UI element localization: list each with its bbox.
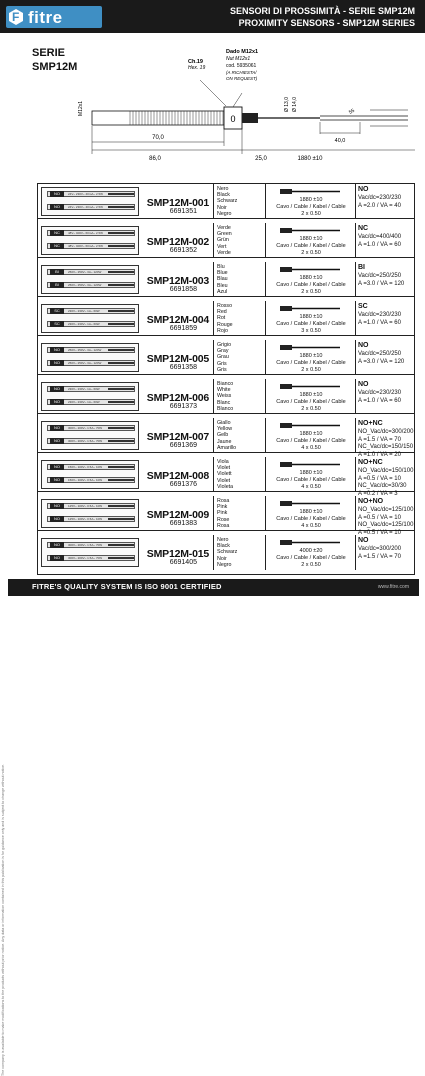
website-link[interactable]: www.fitre.com xyxy=(377,584,409,590)
cable-length: 1880 ±10 xyxy=(299,197,323,203)
cable-section: 2 x 0.50 xyxy=(301,250,321,256)
sensor-rating-label: 300V~ 200V~ 1.5A~ 70W xyxy=(68,556,103,560)
contact-badge: SC xyxy=(50,308,64,314)
cable-length: 1880 ±10 xyxy=(299,275,323,281)
model-name: SMP12M-015 xyxy=(146,548,209,560)
spec-cell xyxy=(356,418,414,458)
cable-section: 2 x 0.50 xyxy=(301,406,321,412)
cable-icon xyxy=(280,187,340,196)
mini-cable-icon xyxy=(108,466,134,468)
contact-badge: NO xyxy=(50,425,64,431)
header-title-it: SENSORI DI PROSSIMITÀ - SERIE SMP12M xyxy=(229,6,415,16)
cable-cell xyxy=(266,184,356,219)
model-cell xyxy=(38,457,214,492)
electrical-spec: Vac/dc=230/230 A =1.0 / VA = 60 xyxy=(358,312,402,326)
cable-length: 1880 ±10 xyxy=(299,431,323,437)
footer-bar xyxy=(8,579,419,596)
cable-icon xyxy=(280,265,340,274)
contact-badge: NO xyxy=(50,438,64,444)
model-cell xyxy=(38,223,214,258)
side-disclaimer-text: The company is available to make modifications to the products without prior notice. Any data or information contained in this publication is for guidance only and is subject to change without notice. xyxy=(1,763,5,1076)
sensor-rating-label: 300V~ 200V~ 1.5A~ 70W xyxy=(68,439,103,443)
contact-type: NC xyxy=(358,225,369,232)
wire-colors: Nero Black Schwarz Noir Negro xyxy=(217,537,238,568)
wire-colors-cell xyxy=(214,184,266,219)
nut-en: Nut M12x1 xyxy=(226,56,251,62)
electrical-spec: Vac/dc=250/250 A =3.0 / VA = 120 xyxy=(358,351,405,365)
mini-cable-icon xyxy=(108,557,134,559)
dim-d13: Ø 13,0 xyxy=(284,96,290,112)
cable-label: Cavo / Cable / Kabel / Cable xyxy=(276,438,346,444)
cable-label: Cavo / Cable / Kabel / Cable xyxy=(276,204,346,210)
electrical-spec: Vac/dc=230/230 A =2.0 / VA = 40 xyxy=(358,195,402,209)
sensor-rating-label: 48V~ 400V~ 60mA~ 2.5W xyxy=(68,231,103,235)
cable-cell xyxy=(266,301,356,336)
sensor-rating-label: 150V~ 100V~ 0.5A~ 10W xyxy=(68,465,103,469)
cable-section: 3 x 0.50 xyxy=(301,328,321,334)
nut-request-en: ON REQUEST) xyxy=(226,76,258,81)
spec-cell xyxy=(356,535,414,570)
cable-label: Cavo / Cable / Kabel / Cable xyxy=(276,243,346,249)
electrical-spec: Vac/dc=400/400 A =1.0 / VA = 60 xyxy=(358,234,402,248)
mini-cable-icon xyxy=(108,310,134,312)
sensor-label-image xyxy=(41,187,139,216)
contact-type: NO+NC xyxy=(358,459,383,466)
cable-section: 4 x 0.50 xyxy=(301,445,321,451)
dim-ch19: Ch.19 xyxy=(188,59,203,65)
sensor-label-image xyxy=(41,343,139,372)
wire-colors: Rosso Red Rot Rouge Rojo xyxy=(217,303,233,334)
sensor-rating-label: 230V~ 230V~ 1A~ 60W xyxy=(68,309,100,313)
cable-cell xyxy=(266,496,356,531)
model-name: SMP12M-006 xyxy=(146,392,209,404)
wire-colors-cell xyxy=(214,223,266,258)
sensor-rating-label: 250V~ 250V~ 3A~ 120W xyxy=(68,361,102,365)
cable-icon xyxy=(280,226,340,235)
model-code: 6691358 xyxy=(169,364,197,371)
model-name: SMP12M-008 xyxy=(146,470,209,482)
spec-cell xyxy=(356,379,414,414)
wire-colors: Blu Blue Blau Bleu Azul xyxy=(217,264,228,295)
sensor-rating-label: 24V~ 230V~ 40mA~ 2.5W xyxy=(68,192,103,196)
cable-icon xyxy=(280,343,340,352)
spec-cell xyxy=(356,457,414,497)
header-title-en: PROXIMITY SENSORS - SMP12M SERIES xyxy=(238,18,415,28)
cable-label: Cavo / Cable / Kabel / Cable xyxy=(276,399,346,405)
mini-cable-icon xyxy=(108,349,134,351)
cable-length: 1880 ±10 xyxy=(299,236,323,242)
mini-cable-icon xyxy=(108,362,134,364)
mini-cable-icon xyxy=(108,479,134,481)
spec-cell xyxy=(356,340,414,375)
cable-length: 1880 ±10 xyxy=(299,353,323,359)
wire-colors: Grigio Gray Grau Gris Gris xyxy=(217,342,232,373)
cable-section: 4 x 0.50 xyxy=(301,523,321,529)
model-name: SMP12M-009 xyxy=(146,509,209,521)
nut-code: cod. 5935061 xyxy=(226,63,257,69)
cable-icon xyxy=(280,538,340,547)
nut-request: (A RICHIESTA/ xyxy=(226,70,257,75)
nut-zero-mark: 0 xyxy=(230,114,236,124)
mini-cable-icon xyxy=(108,505,134,507)
wire-colors-cell xyxy=(214,301,266,336)
cable-icon xyxy=(280,304,340,313)
table-row xyxy=(38,379,414,414)
cable-cell xyxy=(266,418,356,453)
contact-type: NO xyxy=(358,342,369,349)
mini-cable-icon xyxy=(108,271,134,273)
sensor-technical-drawing xyxy=(20,38,420,168)
dim-70: 70,0 xyxy=(152,135,164,141)
side-disclaimer xyxy=(1,100,8,1076)
table-row xyxy=(38,184,414,219)
electrical-spec: NO_Vac/dc=150/100 A =0.5 / VA = 10 NC_Vac/dc=30/30 A =0.2 / VA = 3 xyxy=(358,468,414,497)
nut-title: Dado M12x1 xyxy=(226,49,259,55)
models-table xyxy=(37,183,415,575)
cable-icon xyxy=(280,421,340,430)
wire-colors-cell xyxy=(214,496,266,531)
dim-1880: 1880 ±10 xyxy=(297,156,323,162)
wire-colors: Viola Violet Violett Violet Violeta xyxy=(217,459,234,490)
model-code: 6691373 xyxy=(169,403,197,410)
dim-25: 25,0 xyxy=(255,156,267,162)
sensor-rating-label: 150V~ 100V~ 0.5A~ 10W xyxy=(68,478,103,482)
mini-cable-icon xyxy=(108,206,134,208)
electrical-spec: NO_Vac/dc=125/100 A =0.5 / VA = 10 NO_Vac/dc=125/100 A =0.5 / VA = 10 xyxy=(358,507,414,536)
wire-colors: Nero Black Schwarz Noir Negro xyxy=(217,186,238,217)
table-row xyxy=(38,340,414,375)
contact-badge: NO xyxy=(50,516,64,522)
contact-type: NO+NC xyxy=(358,420,383,427)
sensor-label-image xyxy=(41,460,139,489)
sensor-rating-label: 300V~ 200V~ 1.5A~ 70W xyxy=(68,543,103,547)
sensor-label-image xyxy=(41,538,139,567)
sensor-rating-label: 250V~ 250V~ 3A~ 120W xyxy=(68,270,102,274)
wire-colors-cell xyxy=(214,379,266,414)
wire-colors-cell xyxy=(214,418,266,453)
cable-length: 1880 ±10 xyxy=(299,392,323,398)
contact-type: NO xyxy=(358,186,369,193)
sensor-rating-label: 300V~ 200V~ 1.5A~ 70W xyxy=(68,426,103,430)
mini-cable-icon xyxy=(108,284,134,286)
wire-colors: Verde Green Grün Vert Verde xyxy=(217,225,232,256)
contact-badge: NO xyxy=(50,386,64,392)
wire-colors: Rosa Pink Pink Rose Rosa xyxy=(217,498,230,529)
contact-badge: NC xyxy=(50,230,64,236)
table-row xyxy=(38,457,414,497)
cable-section: 2 x 0.50 xyxy=(301,289,321,295)
contact-badge: BI xyxy=(50,269,64,275)
model-code: 6691859 xyxy=(169,325,197,332)
sensor-label-image xyxy=(41,226,139,255)
contact-type: NO xyxy=(358,381,369,388)
model-name: SMP12M-003 xyxy=(146,275,209,287)
cable-cell xyxy=(266,262,356,297)
wire-colors-cell xyxy=(214,535,266,570)
contact-badge: NO xyxy=(50,204,64,210)
model-name: SMP12M-007 xyxy=(146,431,209,443)
mini-cable-icon xyxy=(108,544,134,546)
brand-hex-icon xyxy=(9,9,23,25)
electrical-spec: NO_Vac/dc=300/200 A =1.5 / VA = 70 NC_Vac/dc=150/150 A =1.0 / VA = 20 xyxy=(358,429,414,458)
cable-length: 1880 ±10 xyxy=(299,470,323,476)
model-cell xyxy=(38,535,214,570)
model-name: SMP12M-005 xyxy=(146,353,209,365)
mini-cable-icon xyxy=(108,518,134,520)
spec-cell xyxy=(356,184,414,219)
model-cell xyxy=(38,418,214,453)
model-cell xyxy=(38,379,214,414)
mini-cable-icon xyxy=(108,388,134,390)
cable-cell xyxy=(266,535,356,570)
contact-badge: NO xyxy=(50,191,64,197)
cable-label: Cavo / Cable / Kabel / Cable xyxy=(276,282,346,288)
model-code: 6691351 xyxy=(169,208,197,215)
sensor-rating-label: 230V~ 230V~ 1A~ 60W xyxy=(68,322,100,326)
contact-type: BI xyxy=(358,264,365,271)
cable-label: Cavo / Cable / Kabel / Cable xyxy=(276,516,346,522)
cable-length: 1880 ±10 xyxy=(299,314,323,320)
spec-cell xyxy=(356,262,414,297)
contact-badge: SC xyxy=(50,321,64,327)
contact-badge: NO xyxy=(50,477,64,483)
table-row xyxy=(38,223,414,258)
cable-cell xyxy=(266,340,356,375)
cable-label: Cavo / Cable / Kabel / Cable xyxy=(276,555,346,561)
model-code: 6691858 xyxy=(169,286,197,293)
table-row xyxy=(38,301,414,336)
model-cell xyxy=(38,340,214,375)
cable-cell xyxy=(266,457,356,492)
electrical-spec: Vac/dc=250/250 A =3.0 / VA = 120 xyxy=(358,273,405,287)
header-bar xyxy=(0,0,425,33)
sensor-rating-label: 250V~ 250V~ 3A~ 120W xyxy=(68,283,102,287)
spec-cell xyxy=(356,223,414,258)
series-title-line1: SERIE xyxy=(32,47,66,59)
cable-cell xyxy=(266,223,356,258)
sensor-rating-label: 125V~ 100V~ 0.5A~ 10W xyxy=(68,517,103,521)
cable-icon xyxy=(280,382,340,391)
dim-55: 55 xyxy=(348,107,356,116)
dim-86: 86,0 xyxy=(149,156,161,162)
model-cell xyxy=(38,262,214,297)
brand-name: fitre xyxy=(28,8,63,27)
model-code: 6691405 xyxy=(169,559,197,566)
cable-section: 2 x 0.50 xyxy=(301,562,321,568)
mini-cable-icon xyxy=(108,245,134,247)
dim-m12: M12x1 xyxy=(78,100,84,116)
sensor-label-image xyxy=(41,382,139,411)
cable-length: 4000 ±20 xyxy=(299,548,323,554)
sensor-rating-label: 230V~ 230V~ 1A~ 60W xyxy=(68,400,100,404)
mini-cable-icon xyxy=(108,232,134,234)
model-cell xyxy=(38,184,214,219)
cable-label: Cavo / Cable / Kabel / Cable xyxy=(276,477,346,483)
contact-type: NO+NO xyxy=(358,498,384,505)
model-name: SMP12M-004 xyxy=(146,314,209,326)
cable-icon xyxy=(280,460,340,469)
contact-type: SC xyxy=(358,303,368,310)
wire-colors-cell xyxy=(214,262,266,297)
dim-d14: Ø 14,0 xyxy=(292,96,298,112)
sensor-rating-label: 230V~ 230V~ 1A~ 60W xyxy=(68,387,100,391)
contact-badge: NO xyxy=(50,399,64,405)
electrical-spec: Vac/dc=300/200 A =1.5 / VA = 70 xyxy=(358,546,402,560)
contact-badge: NO xyxy=(50,464,64,470)
wire-colors-cell xyxy=(214,340,266,375)
sensor-rating-label: 125V~ 100V~ 0.5A~ 10W xyxy=(68,504,103,508)
model-code: 6691383 xyxy=(169,520,197,527)
sensor-rating-label: 48V~ 400V~ 60mA~ 2.5W xyxy=(68,244,103,248)
table-row xyxy=(38,418,414,458)
contact-badge: NO xyxy=(50,503,64,509)
sensor-rating-label: 24V~ 230V~ 40mA~ 2.5W xyxy=(68,205,103,209)
cable-section: 2 x 0.50 xyxy=(301,367,321,373)
cable-icon xyxy=(280,499,340,508)
quality-statement: FITRE'S QUALITY SYSTEM IS ISO 9001 CERTIFIED xyxy=(32,582,222,591)
cable-label: Cavo / Cable / Kabel / Cable xyxy=(276,321,346,327)
model-cell xyxy=(38,301,214,336)
mini-cable-icon xyxy=(108,427,134,429)
sensor-rating-label: 250V~ 250V~ 3A~ 120W xyxy=(68,348,102,352)
cable-section: 4 x 0.50 xyxy=(301,484,321,490)
sensor-label-image xyxy=(41,499,139,528)
wire-colors: Bianco White Weiss Blanc Blanco xyxy=(217,381,234,412)
table-row xyxy=(38,535,414,570)
model-code: 6691376 xyxy=(169,481,197,488)
model-name: SMP12M-001 xyxy=(146,197,209,209)
mini-cable-icon xyxy=(108,193,134,195)
contact-badge: NO xyxy=(50,542,64,548)
contact-type: NO xyxy=(358,537,369,544)
spec-cell xyxy=(356,301,414,336)
contact-badge: NO xyxy=(50,360,64,366)
sensor-label-image xyxy=(41,265,139,294)
mini-cable-icon xyxy=(108,401,134,403)
model-cell xyxy=(38,496,214,531)
electrical-spec: Vac/dc=230/230 A =1.0 / VA = 60 xyxy=(358,390,402,404)
contact-badge: BI xyxy=(50,282,64,288)
sensor-label-image xyxy=(41,304,139,333)
contact-badge: NC xyxy=(50,243,64,249)
series-title-line2: SMP12M xyxy=(32,61,78,73)
contact-badge: NO xyxy=(50,555,64,561)
mini-cable-icon xyxy=(108,440,134,442)
spec-cell xyxy=(356,496,414,536)
cable-length: 1880 ±10 xyxy=(299,509,323,515)
model-code: 6691369 xyxy=(169,442,197,449)
dim-hex19: Hex. 19 xyxy=(188,65,206,71)
contact-badge: NO xyxy=(50,347,64,353)
wire-colors-cell xyxy=(214,457,266,492)
model-code: 6691352 xyxy=(169,247,197,254)
sensor-label-image xyxy=(41,421,139,450)
sensor-cable-sleeve xyxy=(242,113,258,123)
model-name: SMP12M-002 xyxy=(146,236,209,248)
wire-colors: Giallo Yellow Gelb Jaune Amarillo xyxy=(217,420,237,451)
table-row xyxy=(38,262,414,297)
dim-40: 40,0 xyxy=(334,138,346,144)
brand-logo[interactable] xyxy=(6,6,102,28)
cable-cell xyxy=(266,379,356,414)
mini-cable-icon xyxy=(108,323,134,325)
cable-label: Cavo / Cable / Kabel / Cable xyxy=(276,360,346,366)
cable-section: 2 x 0.50 xyxy=(301,211,321,217)
table-row xyxy=(38,496,414,536)
